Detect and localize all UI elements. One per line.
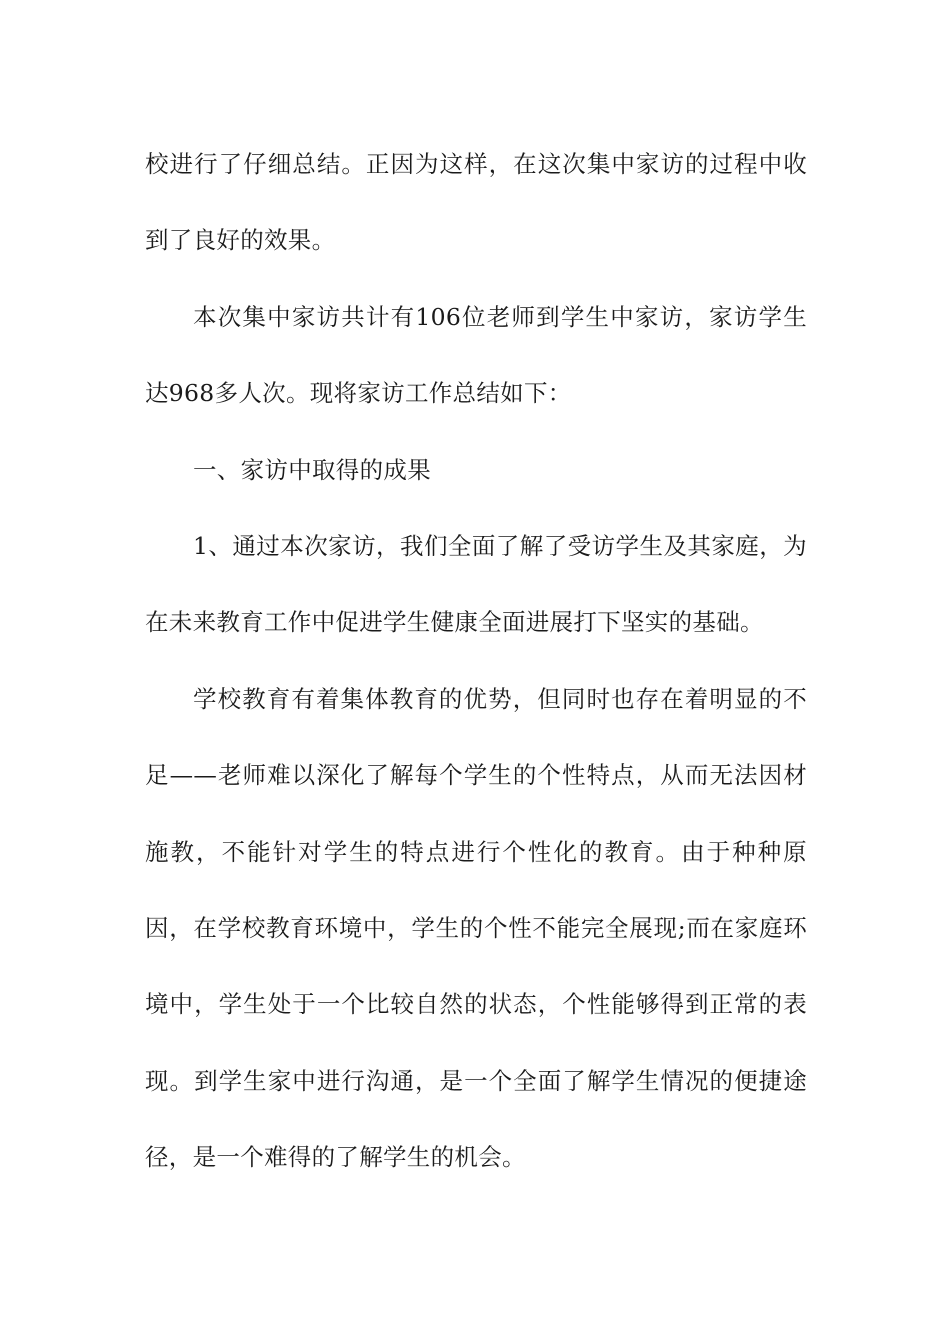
paragraph-visit-statistics: 本次集中家访共计有106位老师到学生中家访，家访学生达968多人次。现将家访工作总结如下： bbox=[145, 302, 807, 408]
section-heading-achievements: 一、家访中取得的成果 bbox=[193, 455, 431, 484]
document-body bbox=[145, 126, 807, 1196]
paragraph-point-1: 1、通过本次家访，我们全面了解了受访学生及其家庭，为在未来教育工作中促进学生健康全面进展打下坚实的基础。 bbox=[145, 532, 807, 637]
paragraph-school-education: 学校教育有着集体教育的优势，但同时也存在着明显的不足——老师难以深化了解每个学生的个性特点，从而无法因材施教，不能针对学生的特点进行个性化的教育。由于种种原因，在学校教育环境中，学生的个性不能完全展现;而在家庭环境中，学生处于一个比较自然的状态，个性能够得到正常的表现。到学生家中进行沟通，是一个全面了解学生情况的便捷途径，是一个难得的了解学生的机会。 bbox=[145, 684, 807, 1172]
paragraph-continuation: 校进行了仔细总结。正因为这样，在这次集中家访的过程中收到了良好的效果。 bbox=[145, 150, 807, 255]
